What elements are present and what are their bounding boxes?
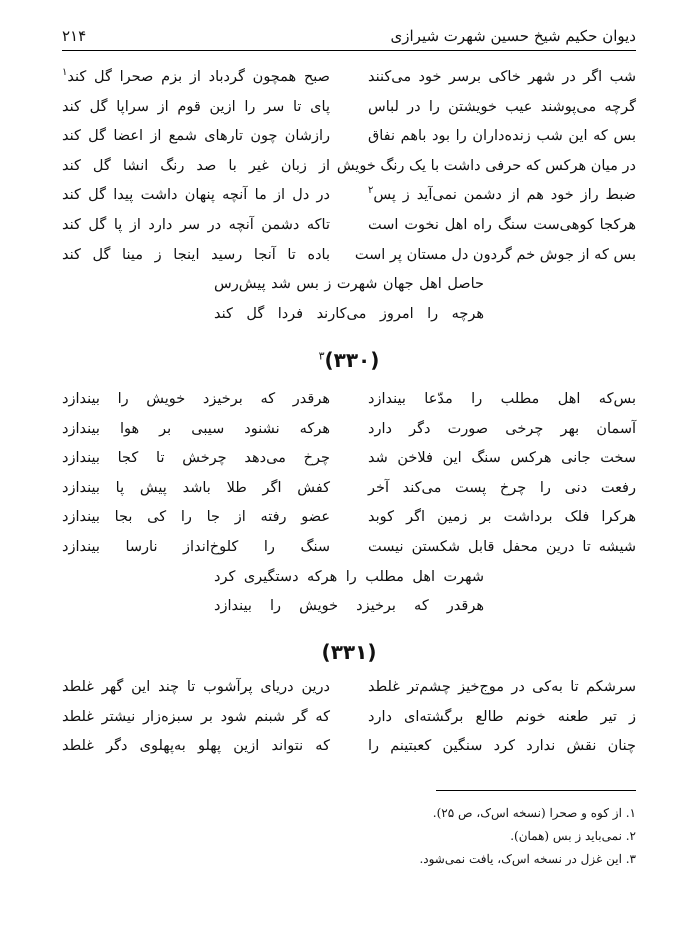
- hemistich-second: چرخ می‌دهد چرخش تا کجا بیندازد: [62, 450, 330, 467]
- couplet: [62, 63, 636, 93]
- footnotes: [236, 802, 636, 871]
- hemistich-second: هرقدر که برخیزد خویش را بیندازد: [62, 391, 330, 407]
- hemistich-second: سنگ را کلوخ‌انداز نارسا بیندازد: [62, 538, 330, 555]
- ghazal-330: [62, 385, 636, 622]
- couplet: [62, 533, 636, 563]
- hemistich-second: کفش اگر طلا باشد پیش پا بیندازد: [62, 479, 330, 496]
- couplet: [62, 122, 636, 152]
- hemistich-first: در میان هرکس که حرفی داشت با یک رنگ خویش: [336, 157, 636, 174]
- poem-number: (۳۳۱): [321, 640, 377, 664]
- header-rule: [62, 50, 636, 51]
- hemistich-text: صبح همچون گردباد از بزم صحرا گل کند: [67, 69, 330, 85]
- hemistich-second: پای تا سر را ازین قوم از سراپا گل کند: [62, 98, 330, 115]
- hemistich-first: ضبط راز خود هم از دشمن نمی‌آید ز پس$^۲$: [368, 185, 636, 204]
- couplet: [62, 93, 636, 123]
- footnote-marker: ۳: [318, 349, 325, 363]
- hemistich-first: آسمان بهر چرخی صورت دگر دارد: [368, 420, 636, 437]
- hemistich-first: بس که از جوش خم گردون دل مستان پر است: [354, 246, 636, 263]
- couplet: [62, 444, 636, 474]
- hemistich-second: هرکه نشنود سیبی بر هوا بیندازد: [62, 420, 330, 437]
- hemistich-second: تاکه دشمن آنچه در سر دارد از پا گل کند: [62, 216, 330, 233]
- hemistich-first: بس که این شب زنده‌داران را بود باهم نفاق: [368, 128, 636, 145]
- book-title: دیوان حکیم شیخ حسین شهرت شیرازی: [390, 27, 636, 45]
- couplet: [62, 415, 636, 445]
- hemistich-first: رفعت دنی را چرخ پست می‌کند آخر: [368, 479, 636, 496]
- hemistich-first: سخت جانی هرکس سنگ این فلاخن شد: [368, 450, 636, 467]
- hemistich-first: سرشکم تا به‌کی در موج‌خیز چشم‌تر غلطد: [368, 679, 636, 695]
- footnote: ۱. از کوه و صحرا (نسخه اس‌ک، ص ۲۵).: [432, 806, 636, 820]
- poem-number: (۳۳۰)$^۳$: [318, 348, 380, 372]
- page-number: ۲۱۴: [62, 27, 87, 45]
- couplet: [62, 503, 636, 533]
- closing-hemistich: هرقدر که برخیزد خویش را بیندازد: [214, 598, 484, 615]
- hemistich-second: باده تا آنجا رسید اینجا ز مینا گل کند: [62, 246, 330, 263]
- running-header: [62, 24, 636, 48]
- hemistich-first: گرچه می‌پوشند عیب خویشتن را در لباس: [368, 98, 636, 115]
- ghazal-331: [62, 673, 636, 762]
- hemistich-first: بس‌که اهل مطلب را مدّعا بیندازد: [368, 391, 636, 407]
- hemistich-second: از زبان غیر با صد رنگ انشا گل کند: [62, 157, 330, 174]
- ghazal-continuation: [62, 63, 636, 329]
- couplet: [62, 211, 636, 241]
- hemistich-second: که گر شبنم شود بر سبزه‌زار نیشتر غلطد: [62, 708, 330, 725]
- couplet: [62, 181, 636, 211]
- closing-hemistich: هرچه را امروز می‌کارند فردا گل کند: [214, 305, 484, 322]
- hemistich-second: درین دریای پرآشوب تا چند این گهر غلطد: [62, 679, 330, 695]
- couplet: [62, 152, 636, 182]
- footnote-marker: ۱: [62, 67, 68, 79]
- couplet: [62, 732, 636, 762]
- hemistich-first: هرکرا فلک برداشت بر زمین اگر کوبد: [368, 509, 636, 526]
- footnote: ۳. این غزل در نسخه اس‌ک، یافت نمی‌شود.: [419, 852, 636, 866]
- couplet: [62, 241, 636, 271]
- couplet: [62, 474, 636, 504]
- hemistich-first: ز تیر طعنه خونم طالع برگشته‌ای دارد: [368, 708, 636, 725]
- closing-hemistich: حاصل اهل جهان شهرت ز بس شد پیش‌رس: [214, 276, 484, 293]
- hemistich-second: رازشان چون تارهای شمع از اعضا گل کند: [62, 128, 330, 145]
- hemistich-second: در دل از ما آنچه پنهان داشت پیدا گل کند: [62, 187, 330, 204]
- hemistich-first: هرکجا کوهی‌ست سنگ راه اهل نخوت است: [368, 216, 636, 233]
- footnote-marker: ۲: [368, 185, 374, 197]
- hemistich-second: که نتواند ازین پهلو به‌پهلوی دگر غلطد: [62, 738, 330, 755]
- footnote-rule: [436, 790, 636, 791]
- closing-hemistich: شهرت اهل مطلب را هرکه دستگیری کرد: [214, 568, 484, 585]
- hemistich-first: شیشه تا درین محفل قابل شکستن نیست: [368, 538, 636, 555]
- footnote: ۲. نمی‌باید ز بس (همان).: [510, 829, 636, 843]
- couplet: [62, 673, 636, 703]
- hemistich-second: [62, 63, 330, 93]
- couplet: [62, 385, 636, 415]
- hemistich-first: شب اگر در شهر خاکی برسر خود می‌کنند: [368, 69, 636, 85]
- hemistich-first: چنان نقش ندارد کرد سنگین کعبتینم را: [368, 738, 636, 755]
- couplet: [62, 703, 636, 733]
- hemistich-second: عضو رفته از جا را کی بجا بیندازد: [62, 509, 330, 526]
